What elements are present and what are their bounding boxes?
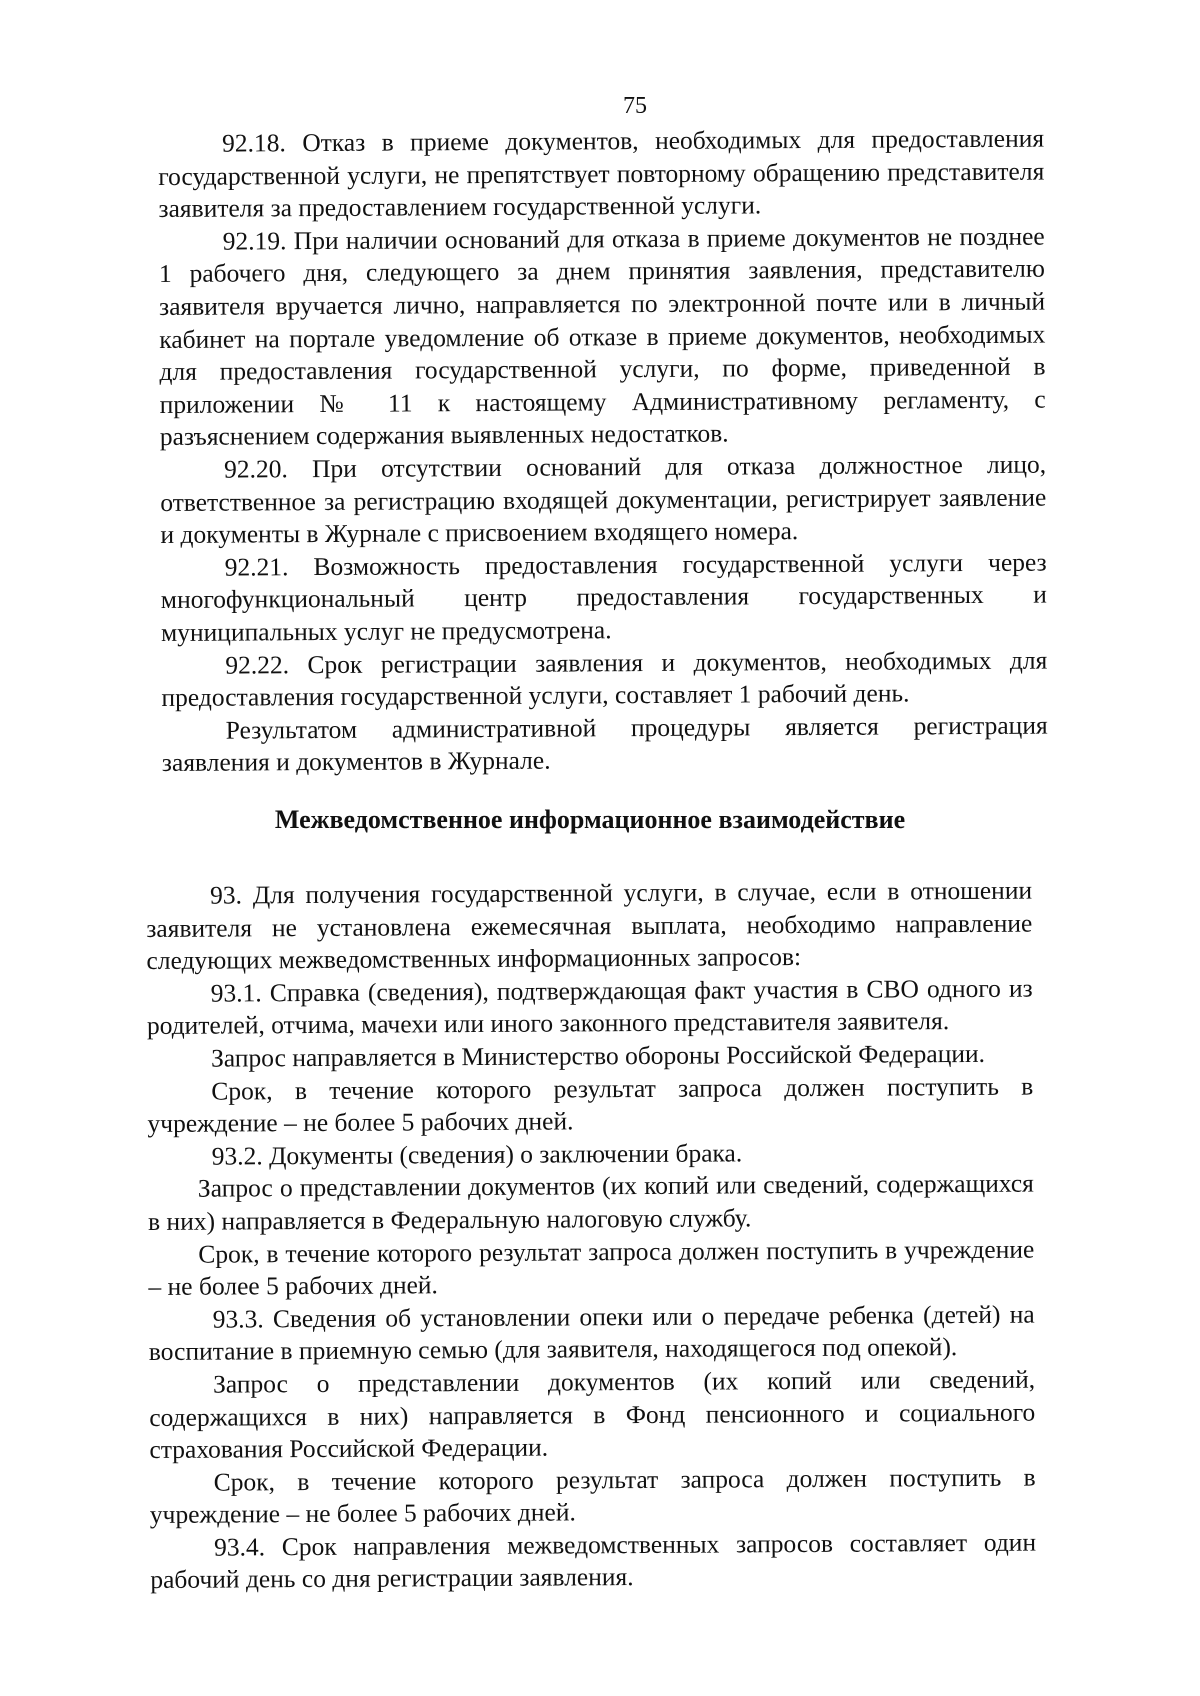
- paragraph-93-2: 93.2. Документы (сведения) о заключении брака.: [211, 1138, 743, 1171]
- paragraph-93-3-term: Срок, в течение которого результат запроса должен поступить в учреждение – не более 5 рабочих дней.: [149, 1462, 1036, 1530]
- page-number: 75: [623, 93, 647, 119]
- paragraph-93-1-request: Запрос направляется в Министерство обороны Российской Федерации.: [211, 1038, 986, 1073]
- section-interagency: [146, 875, 1036, 1597]
- paragraph-92-22: 92.22. Срок регистрации заявления и документов, необходимых для предоставления государственной услуги, составляет 1 рабочий день.: [161, 645, 1048, 713]
- paragraph-93-2-term: Срок, в течение которого результат запроса должен поступить в учреждение – не более 5 рабочих дней.: [148, 1234, 1035, 1302]
- paragraph-93-3-request: Запрос о представлении документов (их копий или сведений, содержащихся в них) направляется в Фонд пенсионного и социального страхования Российской Федерации.: [149, 1364, 1036, 1465]
- section-heading: Межведомственное информационное взаимодействие: [274, 805, 906, 834]
- paragraph-93-4: 93.4. Срок направления межведомственных запросов составляет один рабочий день со дня регистрации заявления.: [150, 1527, 1037, 1595]
- paragraph-result: Результатом административной процедуры является регистрация заявления и документов в Журнале.: [161, 710, 1048, 778]
- paragraph-93-1: 93.1. Справка (сведения), подтверждающая факт участия в СВО одного из родителей, отчима, мачехи или иного законного представителя заявителя.: [146, 973, 1033, 1041]
- paragraph-92-18: 92.18. Отказ в приеме документов, необходимых для предоставления государственной услуги, не препятствует повторному обращению представителя заявителя за предоставлением государственной услуги.: [158, 123, 1045, 224]
- paragraph-93: 93. Для получения государственной услуги, в случае, если в отношении заявителя не установлена ежемесячная выплата, необходимо направление следующих межведомственных информационных запросов:: [146, 875, 1033, 976]
- paragraph-92-21: 92.21. Возможность предоставления государственной услуги через многофункциональный центр предоставления государственных и муниципальных услуг не предусмотрена.: [160, 547, 1047, 647]
- paragraph-93-3: 93.3. Сведения об установлении опеки или о передаче ребенка (детей) на воспитание в приемную семью (для заявителя, находящегося под опекой).: [148, 1299, 1035, 1367]
- paragraph-92-20: 92.20. При отсутствии оснований для отказа должностное лицо, ответственное за регистрацию входящей документации, регистрирует заявление и документы в Журнале с присвоением входящего номера.: [160, 449, 1047, 550]
- paragraph-93-1-term: Срок, в течение которого результат запроса должен поступить в учреждение – не более 5 рабочих дней.: [147, 1071, 1034, 1139]
- paragraph-92-19: 92.19. При наличии оснований для отказа в приеме документов не позднее 1 рабочего дня, следующего за днем принятия заявления, представителю заявителя вручается лично, направляется по электронной почте или в личный кабинет на портале уведомление об отказе в приеме документов, необходимых для предоставления государственной услуги, по форме, приведенной в приложении № 11 к настоящему Административному регламенту, с разъяснением содержания выявленных недостатков.: [158, 221, 1046, 452]
- section-registration: [158, 123, 1048, 780]
- paragraph-93-2-request: Запрос о представлении документов (их копий или сведений, содержащихся в них) направляется в Федеральную налоговую службу.: [147, 1168, 1034, 1236]
